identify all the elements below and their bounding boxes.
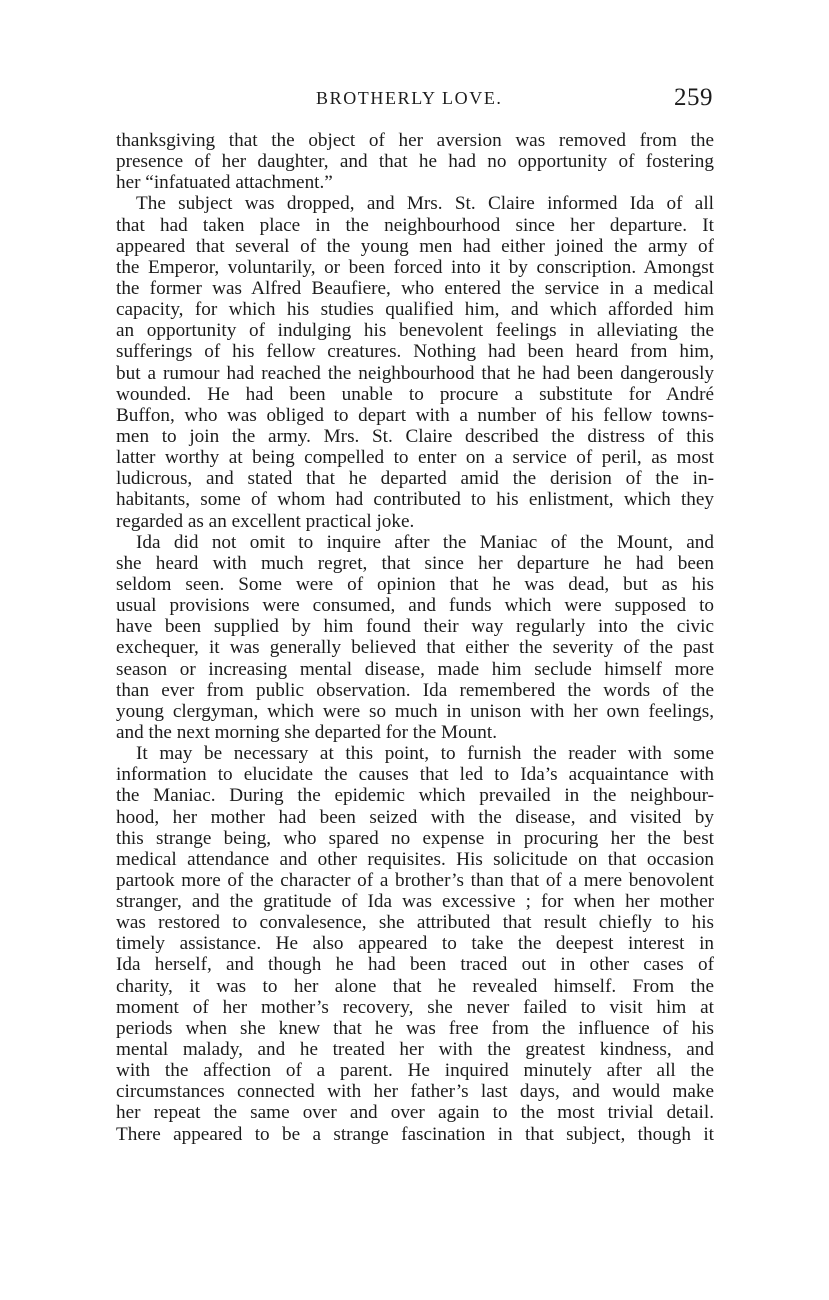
text-line: the Emperor, voluntarily, or been forced into it by conscription. Amongst bbox=[116, 256, 714, 278]
text-line: thanksgiving that the object of her aversion was removed from the bbox=[116, 130, 714, 151]
text-line: Buffon, who was obliged to depart with a number of his fellow towns- bbox=[116, 404, 714, 426]
page-number: 259 bbox=[674, 84, 713, 111]
text-line: It may be necessary at this point, to furnish the reader with some bbox=[136, 743, 714, 765]
text-line: timely assistance. He also appeared to take the deepest interest in bbox=[116, 933, 714, 955]
text-line: men to join the army. Mrs. St. Claire described the distress of this bbox=[116, 425, 714, 447]
text-line: mental malady, and he treated her with the greatest kindness, and bbox=[116, 1039, 714, 1061]
text-line: season or increasing mental disease, made him seclude himself more bbox=[116, 658, 714, 680]
text-line: habitants, some of whom had contributed to his enlistment, which they bbox=[116, 489, 714, 511]
text-line: young clergyman, which were so much in unison with her own feelings, bbox=[116, 700, 714, 722]
text-line: presence of her daughter, and that he had no opportunity of fostering bbox=[116, 151, 714, 173]
text-line: regarded as an excellent practical joke. bbox=[116, 510, 415, 532]
text-line: an opportunity of indulging his benevolent feelings in alleviating the bbox=[116, 320, 714, 342]
text-line: appeared that several of the young men had either joined the army of bbox=[116, 235, 714, 257]
text-line: Ida did not omit to inquire after the Maniac of the Mount, and bbox=[136, 531, 714, 553]
text-line: her repeat the same over and over again to the most trivial detail. bbox=[116, 1102, 714, 1124]
text-line: that had taken place in the neighbourhood since her departure. It bbox=[116, 214, 714, 236]
text-line: this strange being, who spared no expense in procuring her the best bbox=[116, 827, 714, 849]
text-line: medical attendance and other requisites. His solicitude on that occasion bbox=[116, 848, 714, 870]
text-line: usual provisions were consumed, and funds which were supposed to bbox=[116, 595, 714, 617]
text-line: with the affection of a parent. He inquired minutely after all the bbox=[116, 1060, 714, 1082]
running-title: BROTHERLY LOVE. bbox=[316, 88, 503, 108]
paragraph bbox=[116, 743, 714, 1145]
text-line: her “infatuated attachment.” bbox=[116, 172, 333, 194]
text-line: latter worthy at being compelled to enter on a service of peril, as most bbox=[116, 447, 714, 469]
text-line: than ever from public observation. Ida remembered the words of the bbox=[116, 679, 714, 701]
paragraph bbox=[116, 532, 714, 743]
paragraph bbox=[116, 193, 714, 531]
text-line: moment of her mother’s recovery, she never failed to visit him at bbox=[116, 996, 714, 1018]
text-line: information to elucidate the causes that led to Ida’s acquaintance with bbox=[116, 764, 714, 786]
text-line: circumstances connected with her father’s last days, and would make bbox=[116, 1081, 714, 1103]
text-line: wounded. He had been unable to procure a substitute for André bbox=[116, 383, 714, 405]
text-line: partook more of the character of a brother’s than that of a mere benovolent bbox=[116, 869, 714, 891]
text-line: the Maniac. During the epidemic which prevailed in the neighbour- bbox=[116, 785, 714, 807]
text-line: There appeared to be a strange fascination in that subject, though it bbox=[116, 1123, 714, 1145]
text-line: have been supplied by him found their way regularly into the civic bbox=[116, 616, 714, 638]
text-line: Ida herself, and though he had been traced out in other cases of bbox=[116, 954, 714, 976]
text-line: she heard with much regret, that since her departure he had been bbox=[116, 552, 714, 574]
text-line: hood, her mother had been seized with the disease, and visited by bbox=[116, 806, 714, 828]
text-line: and the next morning she departed for the Mount. bbox=[116, 721, 497, 743]
text-line: capacity, for which his studies qualified him, and which afforded him bbox=[116, 299, 714, 321]
text-line: seldom seen. Some were of opinion that he was dead, but as his bbox=[116, 573, 714, 595]
text-line: charity, it was to her alone that he revealed himself. From the bbox=[116, 975, 714, 997]
text-line: exchequer, it was generally believed that either the severity of the past bbox=[116, 637, 714, 659]
body-text bbox=[116, 130, 714, 1145]
text-line: periods when she knew that he was free from the influence of his bbox=[116, 1017, 714, 1039]
text-line: but a rumour had reached the neighbourhood that he had been dangerously bbox=[116, 362, 714, 384]
text-line: was restored to convalesence, she attributed that result chiefly to his bbox=[116, 912, 714, 934]
text-line: ludicrous, and stated that he departed amid the derision of the in- bbox=[116, 468, 714, 490]
paragraph bbox=[116, 130, 714, 193]
text-line: sufferings of his fellow creatures. Nothing had been heard from him, bbox=[116, 341, 714, 363]
text-line: stranger, and the gratitude of Ida was excessive ; for when her mother bbox=[116, 891, 714, 913]
text-line: the former was Alfred Beaufiere, who entered the service in a medical bbox=[116, 277, 714, 299]
text-line: The subject was dropped, and Mrs. St. Claire informed Ida of all bbox=[136, 193, 714, 215]
